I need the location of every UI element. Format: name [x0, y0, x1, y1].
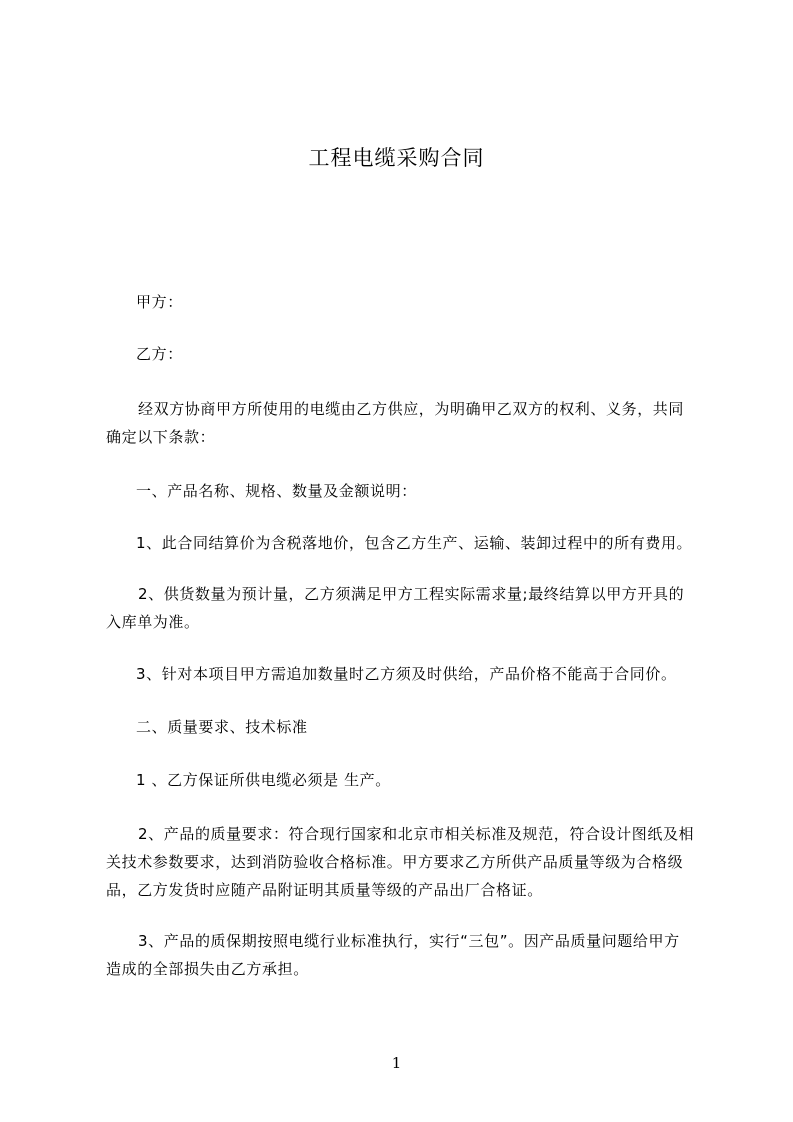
intro-line-2: 确定以下条款：: [106, 428, 216, 446]
section-2-item-3: [106, 927, 706, 983]
section-1-item-2-line-1: 2、供货数量为预计量，乙方须满足甲方工程实际需求量;最终结算以甲方开具的: [138, 585, 685, 603]
document-title: 工程电缆采购合同: [308, 146, 485, 170]
section-2-item-2-line-1: 2、产品的质量要求：符合现行国家和北京市相关标准及规范，符合设计图纸及相: [138, 825, 695, 843]
intro-line-1: 经双方协商甲方所使用的电缆由乙方供应，为明确甲乙双方的权利、义务，共同: [138, 400, 685, 418]
section-1-item-1: 1、此合同结算价为含税落地价，包含乙方生产、运输、装卸过程中的所有费用。: [136, 534, 693, 552]
party-b-label: 乙方：: [136, 345, 183, 363]
intro-paragraph: [106, 395, 706, 451]
section-1-item-2: [106, 580, 706, 636]
section-2-heading: 二、质量要求、技术标准: [136, 718, 308, 736]
party-a-label: 甲方：: [136, 293, 183, 311]
section-1-heading: 一、产品名称、规格、数量及金额说明：: [136, 482, 417, 500]
section-2-item-2: [106, 820, 706, 904]
section-2-item-2-line-2: 关技术参数要求，达到消防验收合格标准。甲方要求乙方所供产品质量等级为合格级: [106, 853, 684, 871]
section-1-item-2-line-2: 入库单为准。: [106, 613, 200, 631]
section-2-item-3-line-2: 造成的全部损失由乙方承担。: [106, 960, 309, 978]
section-2-item-3-line-1: 3、产品的质保期按照电缆行业标准执行，实行“三包”。因产品质量问题给甲方: [138, 932, 680, 950]
section-1-item-3: 3、针对本项目甲方需追加数量时乙方须及时供给，产品价格不能高于合同价。: [136, 665, 677, 683]
section-2-item-2-line-3: 品，乙方发货时应随产品附证明其质量等级的产品出厂合格证。: [106, 881, 543, 899]
page-number: 1: [391, 1054, 402, 1072]
section-2-item-1: 1 、乙方保证所供电缆必须是 生产。: [136, 771, 391, 789]
